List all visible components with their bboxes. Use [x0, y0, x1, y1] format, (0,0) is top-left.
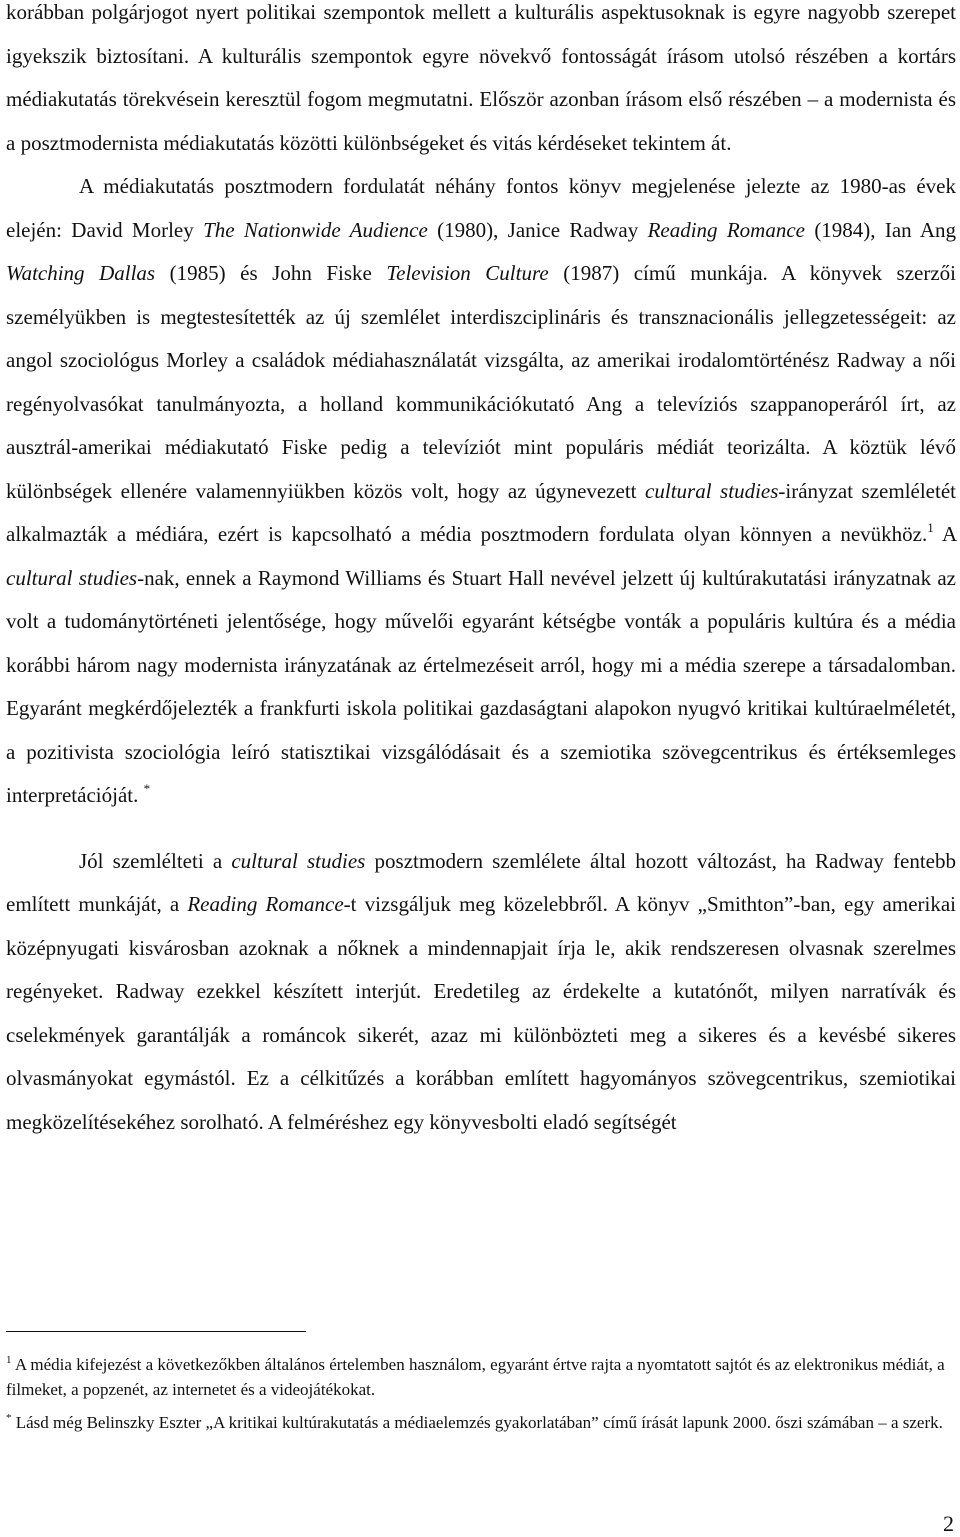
footnote-text: Lásd még Belinszky Eszter „A kritikai kultúrakutatás a médiaelemzés gyakorlatában” című írását lapunk 2000. őszi számában – a szerk. — [15, 1413, 943, 1432]
text-run: A — [933, 522, 956, 546]
text-run: (1985) és John Fiske — [155, 261, 387, 285]
text-run: A médiakutatás posztmodern fordulatát néhány fontos könyv megjelenése jelezte az 1980-as évek elején: David Morley — [6, 174, 956, 242]
body-text — [6, 0, 956, 1144]
footnote-asterisk — [6, 1410, 956, 1435]
italic-title: Reading Romance — [647, 217, 805, 242]
footnote-marker: * — [6, 1412, 12, 1424]
text-run: -t vizsgáljuk meg közelebbről. A könyv „Smithton”-ban, egy amerikai középnyugati kisvárosban azoknak a nőknek a mindennapjait írja le, akik rendszeresen olvasnak szerelmes regényeket. Radway ezekkel készített interjút. Eredetileg az érdekelte a kutatónőt, milyen narratívák és cselekmények garantálják a románcok sikerét, azaz mi különbözteti meg a sikeres és a kevésbé sikeres olvasmányokat egymástól. Ez a célkitűzés a korábban említett hagyományos szövegcentrikus, szemiotikai megközelítésekéhez sorolható. A felméréshez egy könyvesbolti eladó segítségét — [6, 892, 956, 1134]
footnote-reference: 1 — [927, 520, 934, 535]
footnotes — [6, 1352, 956, 1443]
footnote-1 — [6, 1352, 956, 1402]
footnote-marker: 1 — [6, 1354, 12, 1366]
italic-title: Watching Dallas — [6, 261, 156, 285]
page-number: 2 — [943, 1511, 954, 1536]
text-run: -nak, ennek a Raymond Williams és Stuart Hall nevével jelzett új kultúrakutatási irányzatnak az volt a tudománytörténeti jelentősége, hogy művelői egyaránt kétségbe vonták a populáris kultúra és a média korábbi három nagy modernista irányzatának az értelmezéseit arról, hogy mi a média szerepe a társadalomban. Egyaránt megkérdőjelezték a frankfurti iskola politikai gazdaságtani alapokon nyugvó kritikai kultúraelméletét, a pozitivista szociológia leíró statisztikai vizsgálódásait és a szemiotika szövegcentrikus és értéksemleges interpretációját. — [6, 565, 956, 807]
text-run: (1980), Janice Radway — [427, 217, 648, 242]
text-run: Jól szemlélteti a — [79, 848, 232, 873]
footnote-text: A média kifejezést a következőkben általános értelemben használom, egyaránt értve rajta a nyomtatott sajtót és az elektronikus médiát, a filmeket, a popzenét, az internetet és a videojátékokat. — [6, 1355, 945, 1399]
text-run: -irányzat szemléletét alkalmazták a médiára, ezért is kapcsolható a média posztmodern fordulata olyan könnyen a nevükhöz. — [6, 478, 956, 546]
italic-title: The Nationwide Audience — [203, 217, 428, 242]
text-run: korábban polgárjogot nyert politikai szempontok mellett a kulturális aspektusoknak is egyre nagyobb szerepet igyekszik biztosítani. A kulturális szempontok egyre növekvő fontosságát írásom utolsó részében a kortárs médiakutatás törekvésein keresztül fogom megmutatni. Először azonban írásom első részében – a modernista és a posztmodernista médiakutatás közötti különbségeket és vitás kérdéseket tekintem át. — [6, 0, 956, 155]
footnote-separator — [6, 1331, 306, 1332]
italic-title: cultural studies — [6, 565, 138, 590]
text-run: (1987) című munkája. A könyvek szerzői személyükben is megtestesítették az új szemlélet interdiszciplináris és transznacionális jellegzetességeit: az angol szociológus Morley a családok médiahasználatát vizsgálta, az amerikai irodalomtörténész Radway a női regényolvasókat tanulmányozta, a holland kommunikációkutató Ang a televíziós szappanoperáról írt, az ausztrál-amerikai médiakutató Fiske pedig a televíziót mint populáris médiát teorizálta. A köztük lévő különbségek ellenére valamennyiükben közös volt, hogy az úgynevezett — [6, 261, 956, 503]
text-run: (1984), Ian Ang — [805, 217, 956, 242]
paragraph-continuation — [6, 0, 956, 165]
paragraph-gap — [6, 818, 956, 840]
paragraph-reading-romance — [6, 840, 956, 1145]
italic-title: cultural studies — [645, 478, 779, 503]
footnote-reference: * — [143, 781, 151, 796]
italic-title: Television Culture — [386, 261, 549, 285]
italic-title: Reading Romance — [187, 892, 344, 916]
text-run: posztmodern szemlélete által hozott változást, ha Radway fentebb említett munkáját, a — [6, 848, 956, 916]
italic-title: cultural studies — [231, 848, 366, 873]
paragraph-media-research-turn — [6, 165, 956, 818]
